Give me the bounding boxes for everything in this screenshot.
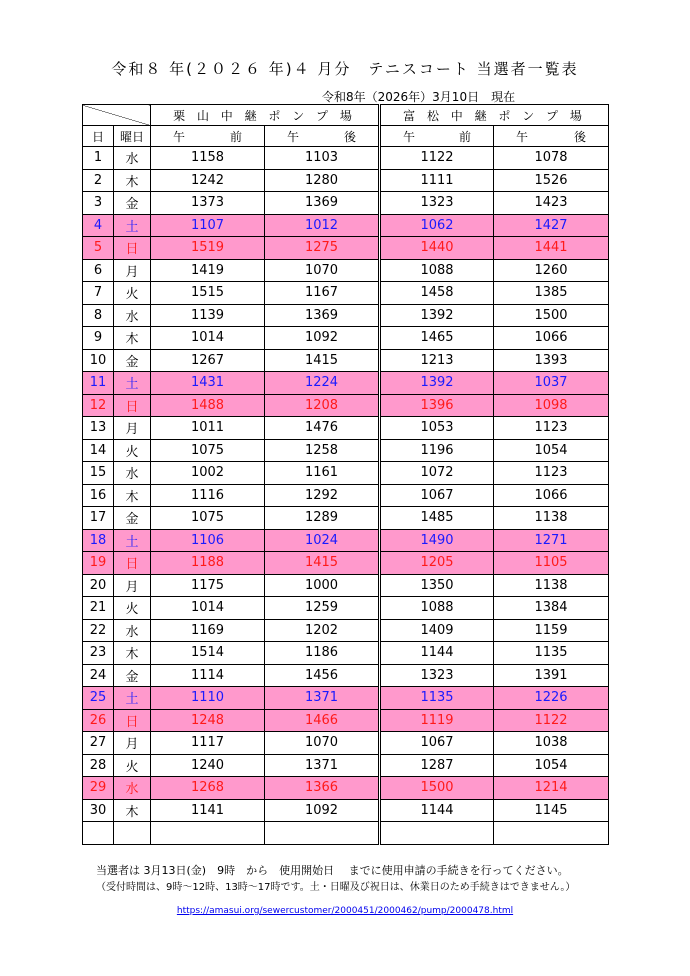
winners-table: [82, 104, 609, 845]
tomatsu-am-cell: 1323: [380, 192, 494, 215]
kuriyama-pm-cell: 1224: [265, 372, 380, 395]
weekday-header: 曜日: [114, 126, 151, 147]
tomatsu-pm-cell: 1260: [494, 259, 609, 282]
table-row: [83, 327, 609, 350]
weekday-cell: [114, 822, 151, 845]
kuriyama-am-cell: 1141: [151, 799, 265, 822]
kuriyama-am-cell: 1075: [151, 439, 265, 462]
tomatsu-am-cell: 1135: [380, 687, 494, 710]
kuriyama-am-cell: 1268: [151, 777, 265, 800]
table-row: [83, 777, 609, 800]
day-cell: 1: [83, 147, 114, 170]
table-row: [83, 349, 609, 372]
weekday-cell: 水: [114, 619, 151, 642]
am-header: [151, 126, 265, 147]
tomatsu-am-cell: 1500: [380, 777, 494, 800]
kuriyama-am-cell: 1488: [151, 394, 265, 417]
table-row: [83, 304, 609, 327]
tomatsu-am-cell: 1485: [380, 507, 494, 530]
weekday-cell: 木: [114, 484, 151, 507]
tomatsu-pm-cell: 1385: [494, 282, 609, 305]
page-title: 令和８ 年(２０２６ 年)４ 月分 テニスコート 当選者一覧表: [111, 60, 579, 78]
tomatsu-pm-cell: 1423: [494, 192, 609, 215]
day-cell: 13: [83, 417, 114, 440]
day-cell: 4: [83, 214, 114, 237]
table-row: [83, 237, 609, 260]
pm-header-left: 午: [516, 129, 529, 144]
kuriyama-am-cell: 1117: [151, 732, 265, 755]
kuriyama-pm-cell: 1092: [265, 327, 380, 350]
table-row: [83, 597, 609, 620]
day-cell: 3: [83, 192, 114, 215]
day-cell: 19: [83, 552, 114, 575]
kuriyama-am-cell: 1188: [151, 552, 265, 575]
weekday-cell: 月: [114, 417, 151, 440]
kuriyama-am-cell: 1114: [151, 664, 265, 687]
pm-header-right: 後: [574, 129, 587, 144]
weekday-cell: 金: [114, 349, 151, 372]
tomatsu-pm-cell: 1054: [494, 754, 609, 777]
kuriyama-am-cell: 1014: [151, 597, 265, 620]
tomatsu-pm-cell: 1135: [494, 642, 609, 665]
day-cell: 24: [83, 664, 114, 687]
day-cell: 29: [83, 777, 114, 800]
day-cell: 2: [83, 169, 114, 192]
kuriyama-pm-cell: 1466: [265, 709, 380, 732]
kuriyama-pm-cell: 1371: [265, 687, 380, 710]
tomatsu-pm-cell: 1138: [494, 574, 609, 597]
tomatsu-am-cell: 1144: [380, 799, 494, 822]
kuriyama-am-cell: 1419: [151, 259, 265, 282]
tomatsu-am-cell: 1287: [380, 754, 494, 777]
day-cell: 9: [83, 327, 114, 350]
kuriyama-pm-cell: 1289: [265, 507, 380, 530]
kuriyama-pm-cell: 1208: [265, 394, 380, 417]
kuriyama-am-cell: 1002: [151, 462, 265, 485]
weekday-cell: 日: [114, 394, 151, 417]
tomatsu-am-cell: 1458: [380, 282, 494, 305]
table-row: [83, 664, 609, 687]
tomatsu-pm-cell: 1145: [494, 799, 609, 822]
day-cell: 7: [83, 282, 114, 305]
tomatsu-am-cell: 1062: [380, 214, 494, 237]
kuriyama-pm-cell: 1476: [265, 417, 380, 440]
tomatsu-am-cell: 1323: [380, 664, 494, 687]
table-row: [83, 709, 609, 732]
weekday-cell: 木: [114, 169, 151, 192]
kuriyama-pm-cell: 1280: [265, 169, 380, 192]
pm-header: [494, 126, 609, 147]
kuriyama-am-cell: 1158: [151, 147, 265, 170]
kuriyama-am-cell: 1431: [151, 372, 265, 395]
day-cell: 5: [83, 237, 114, 260]
table-row: [83, 754, 609, 777]
tomatsu-pm-cell: 1271: [494, 529, 609, 552]
tomatsu-am-cell: 1409: [380, 619, 494, 642]
weekday-cell: 水: [114, 304, 151, 327]
day-cell: 17: [83, 507, 114, 530]
tomatsu-am-cell: 1088: [380, 259, 494, 282]
kuriyama-pm-cell: 1369: [265, 304, 380, 327]
table-row: [83, 732, 609, 755]
tomatsu-pm-cell: 1066: [494, 327, 609, 350]
tomatsu-am-cell: 1088: [380, 597, 494, 620]
day-cell: 12: [83, 394, 114, 417]
tomatsu-pm-cell: 1393: [494, 349, 609, 372]
header-row-venues: [83, 105, 609, 126]
weekday-cell: 土: [114, 529, 151, 552]
weekday-cell: 火: [114, 282, 151, 305]
day-cell: 6: [83, 259, 114, 282]
kuriyama-pm-cell: 1456: [265, 664, 380, 687]
tomatsu-am-cell: 1490: [380, 529, 494, 552]
tomatsu-am-cell: 1392: [380, 304, 494, 327]
weekday-cell: 火: [114, 439, 151, 462]
kuriyama-pm-cell: 1012: [265, 214, 380, 237]
day-cell: 11: [83, 372, 114, 395]
tomatsu-am-cell: 1196: [380, 439, 494, 462]
weekday-cell: 火: [114, 754, 151, 777]
tomatsu-pm-cell: 1384: [494, 597, 609, 620]
tomatsu-am-cell: 1144: [380, 642, 494, 665]
kuriyama-am-cell: 1175: [151, 574, 265, 597]
weekday-cell: 月: [114, 574, 151, 597]
weekday-cell: 木: [114, 799, 151, 822]
tomatsu-pm-cell: 1391: [494, 664, 609, 687]
table-row: [83, 282, 609, 305]
tomatsu-pm-cell: 1226: [494, 687, 609, 710]
weekday-cell: 月: [114, 259, 151, 282]
weekday-cell: 水: [114, 147, 151, 170]
tomatsu-am-cell: 1440: [380, 237, 494, 260]
table-row: [83, 619, 609, 642]
am-header: [380, 126, 494, 147]
weekday-cell: 火: [114, 597, 151, 620]
kuriyama-am-cell: 1248: [151, 709, 265, 732]
day-cell: 23: [83, 642, 114, 665]
as-of-date: 令和8年（2026年）3月10日 現在: [322, 90, 516, 104]
tomatsu-am-cell: 1053: [380, 417, 494, 440]
table-row: [83, 687, 609, 710]
table-row: [83, 484, 609, 507]
tomatsu-pm-cell: 1500: [494, 304, 609, 327]
kuriyama-am-cell: 1240: [151, 754, 265, 777]
kuriyama-pm-cell: 1103: [265, 147, 380, 170]
kuriyama-am-cell: 1515: [151, 282, 265, 305]
day-cell: 30: [83, 799, 114, 822]
day-header: 日: [83, 126, 114, 147]
table-row: [83, 259, 609, 282]
tomatsu-am-cell: 1122: [380, 147, 494, 170]
tomatsu-am-cell: 1067: [380, 484, 494, 507]
day-cell: 10: [83, 349, 114, 372]
tomatsu-am-cell: 1392: [380, 372, 494, 395]
table-row: [83, 507, 609, 530]
day-cell: 21: [83, 597, 114, 620]
tomatsu-pm-cell: 1427: [494, 214, 609, 237]
kuriyama-am-cell: 1373: [151, 192, 265, 215]
day-cell: 26: [83, 709, 114, 732]
am-header-left: 午: [403, 129, 416, 144]
kuriyama-pm-cell: 1092: [265, 799, 380, 822]
weekday-cell: 日: [114, 709, 151, 732]
table-row: [83, 462, 609, 485]
table-row: [83, 439, 609, 462]
venue-header-kuriyama: 栗 山 中 継 ポ ン プ 場: [151, 105, 380, 126]
tomatsu-pm-cell: 1078: [494, 147, 609, 170]
notice-line-1: 当選者は 3月13日(金) 9時 から 使用開始日 までに使用申請の手続きを行ってください。: [96, 864, 569, 877]
tomatsu-pm-cell: 1066: [494, 484, 609, 507]
weekday-cell: 土: [114, 372, 151, 395]
tomatsu-am-cell: 1213: [380, 349, 494, 372]
tomatsu-pm-cell: 1105: [494, 552, 609, 575]
tomatsu-pm-cell: 1159: [494, 619, 609, 642]
table-row: [83, 529, 609, 552]
kuriyama-pm-cell: 1000: [265, 574, 380, 597]
tomatsu-pm-cell: 1123: [494, 462, 609, 485]
kuriyama-am-cell: 1014: [151, 327, 265, 350]
table-row: [83, 822, 609, 845]
kuriyama-pm-cell: 1292: [265, 484, 380, 507]
weekday-cell: 金: [114, 507, 151, 530]
kuriyama-am-cell: 1110: [151, 687, 265, 710]
kuriyama-pm-cell: 1202: [265, 619, 380, 642]
day-cell: 27: [83, 732, 114, 755]
kuriyama-am-cell: 1011: [151, 417, 265, 440]
tomatsu-pm-cell: 1214: [494, 777, 609, 800]
kuriyama-am-cell: 1075: [151, 507, 265, 530]
day-cell: 15: [83, 462, 114, 485]
kuriyama-am-cell: 1116: [151, 484, 265, 507]
tomatsu-am-cell: 1067: [380, 732, 494, 755]
table-row: [83, 642, 609, 665]
tomatsu-pm-cell: 1123: [494, 417, 609, 440]
pm-header-right: 後: [344, 129, 357, 144]
tomatsu-pm-cell: 1038: [494, 732, 609, 755]
tomatsu-am-cell: 1396: [380, 394, 494, 417]
kuriyama-pm-cell: 1369: [265, 192, 380, 215]
tomatsu-pm-cell: [494, 822, 609, 845]
kuriyama-pm-cell: 1415: [265, 552, 380, 575]
kuriyama-am-cell: 1519: [151, 237, 265, 260]
tomatsu-am-cell: 1465: [380, 327, 494, 350]
kuriyama-pm-cell: 1070: [265, 732, 380, 755]
day-cell: 22: [83, 619, 114, 642]
weekday-cell: 土: [114, 687, 151, 710]
kuriyama-pm-cell: 1415: [265, 349, 380, 372]
kuriyama-am-cell: 1242: [151, 169, 265, 192]
kuriyama-am-cell: 1106: [151, 529, 265, 552]
day-cell: 16: [83, 484, 114, 507]
kuriyama-am-cell: 1169: [151, 619, 265, 642]
table-row: [83, 417, 609, 440]
kuriyama-pm-cell: 1070: [265, 259, 380, 282]
kuriyama-pm-cell: 1161: [265, 462, 380, 485]
tomatsu-am-cell: 1205: [380, 552, 494, 575]
am-header-left: 午: [173, 129, 186, 144]
weekday-cell: 月: [114, 732, 151, 755]
table-row: [83, 574, 609, 597]
table-row: [83, 372, 609, 395]
kuriyama-am-cell: 1107: [151, 214, 265, 237]
weekday-cell: 水: [114, 777, 151, 800]
table-row: [83, 169, 609, 192]
pm-header-left: 午: [287, 129, 300, 144]
day-cell: 14: [83, 439, 114, 462]
weekday-cell: 日: [114, 237, 151, 260]
tomatsu-am-cell: 1119: [380, 709, 494, 732]
kuriyama-pm-cell: 1371: [265, 754, 380, 777]
table-row: [83, 552, 609, 575]
weekday-cell: 日: [114, 552, 151, 575]
day-cell: 20: [83, 574, 114, 597]
kuriyama-pm-cell: 1258: [265, 439, 380, 462]
tomatsu-am-cell: 1072: [380, 462, 494, 485]
kuriyama-am-cell: 1514: [151, 642, 265, 665]
day-cell: 18: [83, 529, 114, 552]
am-header-right: 前: [459, 129, 472, 144]
am-header-right: 前: [229, 129, 242, 144]
table-row: [83, 192, 609, 215]
kuriyama-am-cell: 1139: [151, 304, 265, 327]
source-link[interactable]: https://amasui.org/sewercustomer/2000451/2000462/pump/2000478.html: [176, 906, 514, 916]
kuriyama-pm-cell: 1275: [265, 237, 380, 260]
weekday-cell: 木: [114, 327, 151, 350]
weekday-cell: 土: [114, 214, 151, 237]
kuriyama-pm-cell: [265, 822, 380, 845]
day-cell: 25: [83, 687, 114, 710]
kuriyama-am-cell: 1267: [151, 349, 265, 372]
header-row-sessions: [83, 126, 609, 147]
kuriyama-pm-cell: 1186: [265, 642, 380, 665]
kuriyama-pm-cell: 1167: [265, 282, 380, 305]
kuriyama-pm-cell: 1024: [265, 529, 380, 552]
corner-diagonal-cell: [83, 105, 151, 126]
kuriyama-pm-cell: 1366: [265, 777, 380, 800]
day-cell: 8: [83, 304, 114, 327]
pm-header: [265, 126, 380, 147]
venue-header-tomatsu: 富 松 中 継 ポ ン プ 場: [380, 105, 609, 126]
tomatsu-pm-cell: 1054: [494, 439, 609, 462]
tomatsu-pm-cell: 1037: [494, 372, 609, 395]
table-row: [83, 799, 609, 822]
kuriyama-pm-cell: 1259: [265, 597, 380, 620]
tomatsu-am-cell: 1350: [380, 574, 494, 597]
tomatsu-am-cell: [380, 822, 494, 845]
table-row: [83, 394, 609, 417]
tomatsu-pm-cell: 1526: [494, 169, 609, 192]
tomatsu-pm-cell: 1122: [494, 709, 609, 732]
tomatsu-am-cell: 1111: [380, 169, 494, 192]
tomatsu-pm-cell: 1138: [494, 507, 609, 530]
weekday-cell: 金: [114, 664, 151, 687]
table-row: [83, 147, 609, 170]
day-cell: 28: [83, 754, 114, 777]
weekday-cell: 水: [114, 462, 151, 485]
weekday-cell: 木: [114, 642, 151, 665]
weekday-cell: 金: [114, 192, 151, 215]
day-cell: [83, 822, 114, 845]
tomatsu-pm-cell: 1098: [494, 394, 609, 417]
kuriyama-am-cell: [151, 822, 265, 845]
table-row: [83, 214, 609, 237]
notice-line-2: （受付時間は、9時～12時、13時～17時です。土・日曜及び祝日は、休業日のため手続きはできません。）: [96, 882, 576, 893]
tomatsu-pm-cell: 1441: [494, 237, 609, 260]
